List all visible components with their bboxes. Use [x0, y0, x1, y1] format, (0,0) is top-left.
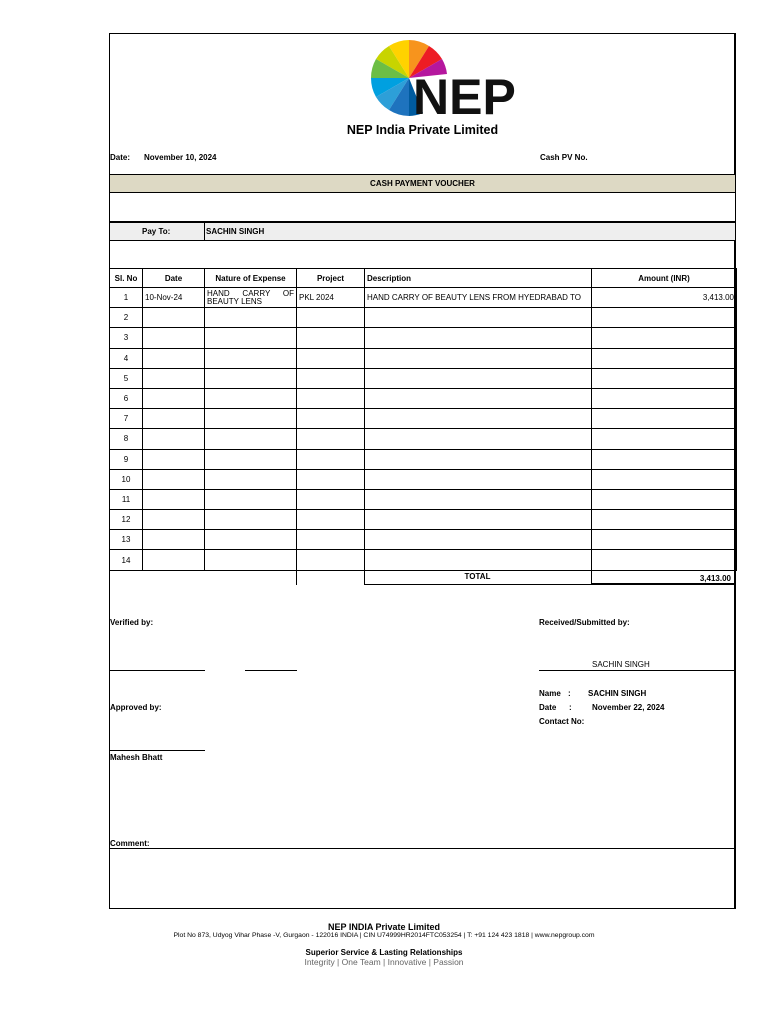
date-label-2: Date — [539, 703, 557, 712]
footer-address: Plot No 873, Udyog Vihar Phase -V, Gurgaon - 122016 INDIA | CIN U74999HR2014FTC053254 | T: +91 124 423 1818 | www.nepgroup.com — [173, 932, 595, 939]
cell-project — [297, 510, 365, 530]
table-row — [110, 510, 737, 530]
cell-amount — [592, 308, 737, 328]
table-row — [110, 308, 737, 328]
footer-tagline: Superior Service & Lasting Relationships — [305, 948, 463, 957]
cell-date — [143, 429, 205, 449]
cell-date — [143, 308, 205, 328]
cell-nature — [205, 429, 297, 449]
cell-description — [365, 469, 592, 489]
verified-signature-line-2 — [245, 670, 297, 671]
total-label: TOTAL — [464, 572, 491, 581]
total-amount-underline — [592, 583, 735, 585]
table-header-row — [110, 269, 737, 288]
cell-sl: 10 — [110, 469, 143, 489]
name-colon: : — [568, 689, 571, 698]
cell-nature — [205, 550, 297, 570]
cell-amount — [592, 469, 737, 489]
cell-sl: 9 — [110, 449, 143, 469]
cell-date — [143, 328, 205, 348]
cell-nature — [205, 368, 297, 388]
approver-signature-line — [110, 750, 205, 751]
cell-amount — [592, 510, 737, 530]
cell-amount — [592, 530, 737, 550]
total-divider-4 — [734, 569, 735, 585]
pay-to-row — [109, 222, 736, 241]
cell-nature — [205, 388, 297, 408]
cell-sl: 4 — [110, 348, 143, 368]
nep-logo — [369, 38, 521, 118]
cell-amount — [592, 368, 737, 388]
cell-sl: 14 — [110, 550, 143, 570]
cell-amount: 3,413.00 — [592, 288, 737, 308]
pay-to-divider — [204, 223, 205, 240]
cell-project — [297, 449, 365, 469]
cash-pv-label: Cash PV No. — [540, 153, 588, 162]
cell-date — [143, 368, 205, 388]
cell-description — [365, 388, 592, 408]
cell-project — [297, 368, 365, 388]
cell-amount — [592, 409, 737, 429]
cell-amount — [592, 388, 737, 408]
cell-description — [365, 328, 592, 348]
cell-date — [143, 550, 205, 570]
company-title: NEP India Private Limited — [346, 123, 499, 137]
table-row — [110, 530, 737, 550]
contact-label: Contact No: — [539, 717, 585, 726]
cell-description — [365, 449, 592, 469]
cell-sl: 5 — [110, 368, 143, 388]
cell-amount — [592, 550, 737, 570]
cell-description — [365, 368, 592, 388]
verified-by-label: Verified by: — [110, 618, 154, 627]
date-value: November 10, 2024 — [144, 153, 217, 162]
table-row — [110, 409, 737, 429]
cell-description: HAND CARRY OF BEAUTY LENS FROM HYEDRABAD TO — [365, 288, 592, 308]
cell-sl: 3 — [110, 328, 143, 348]
total-value: 3,413.00 — [699, 574, 731, 583]
pay-to-value: SACHIN SINGH — [206, 227, 265, 236]
footer-company: NEP INDIA Private Limited — [327, 922, 441, 932]
cell-date — [143, 388, 205, 408]
name-label: Name — [539, 689, 561, 698]
cell-nature: HAND CARRY OF BEAUTY LENS — [205, 288, 297, 308]
table-row — [110, 449, 737, 469]
cell-nature — [205, 469, 297, 489]
cell-amount — [592, 429, 737, 449]
cell-project — [297, 489, 365, 509]
expense-table — [109, 268, 737, 571]
date-label: Date: — [110, 153, 131, 162]
table-row — [110, 348, 737, 368]
col-header-date: Date — [143, 269, 205, 288]
cell-sl: 1 — [110, 288, 143, 308]
cell-description — [365, 429, 592, 449]
cell-sl: 8 — [110, 429, 143, 449]
comment-divider — [109, 848, 736, 849]
cell-nature — [205, 489, 297, 509]
logo-wordmark: NEP — [413, 69, 516, 118]
received-by-name: SACHIN SINGH — [592, 660, 650, 669]
cell-project — [297, 348, 365, 368]
received-by-label: Received/Submitted by: — [539, 618, 630, 627]
cell-project: PKL 2024 — [297, 288, 365, 308]
col-header-sl: Sl. No — [110, 269, 143, 288]
cell-description — [365, 409, 592, 429]
cell-nature — [205, 530, 297, 550]
table-row — [110, 429, 737, 449]
total-underline — [364, 584, 592, 585]
cell-description — [365, 550, 592, 570]
cell-project — [297, 409, 365, 429]
table-row — [110, 388, 737, 408]
cell-nature — [205, 328, 297, 348]
footer-values: Integrity | One Team | Innovative | Passion — [304, 957, 464, 967]
voucher-title: CASH PAYMENT VOUCHER — [109, 174, 736, 193]
cell-amount — [592, 328, 737, 348]
date-value-2: November 22, 2024 — [592, 703, 665, 712]
approved-by-label: Approved by: — [110, 703, 162, 712]
cell-nature — [205, 449, 297, 469]
cell-description — [365, 348, 592, 368]
cell-project — [297, 469, 365, 489]
cell-date — [143, 489, 205, 509]
spacer-row — [109, 193, 736, 222]
pay-to-label: Pay To: — [142, 227, 171, 236]
cell-date — [143, 449, 205, 469]
col-header-amount: Amount (INR) — [592, 269, 737, 288]
cell-amount — [592, 489, 737, 509]
table-row — [110, 469, 737, 489]
table-row — [110, 550, 737, 570]
cell-date — [143, 469, 205, 489]
cell-project — [297, 308, 365, 328]
received-signature-line — [539, 670, 735, 671]
table-row — [110, 489, 737, 509]
spacer-row-2 — [109, 241, 736, 269]
cell-date — [143, 348, 205, 368]
cell-sl: 12 — [110, 510, 143, 530]
col-header-project: Project — [297, 269, 365, 288]
cell-nature — [205, 308, 297, 328]
comment-label: Comment: — [110, 839, 150, 848]
cell-sl: 6 — [110, 388, 143, 408]
cell-nature — [205, 348, 297, 368]
table-row — [110, 288, 737, 308]
cell-sl: 7 — [110, 409, 143, 429]
cell-project — [297, 429, 365, 449]
col-header-description: Description — [365, 269, 592, 288]
cell-description — [365, 308, 592, 328]
cell-nature — [205, 510, 297, 530]
table-row — [110, 328, 737, 348]
col-header-nature: Nature of Expense — [205, 269, 297, 288]
cell-description — [365, 530, 592, 550]
verified-signature-line — [110, 670, 205, 671]
date-colon: : — [569, 703, 572, 712]
cell-sl: 11 — [110, 489, 143, 509]
cell-project — [297, 328, 365, 348]
name-value: SACHIN SINGH — [588, 689, 647, 698]
cell-amount — [592, 348, 737, 368]
cell-amount — [592, 449, 737, 469]
total-divider-1 — [296, 569, 297, 585]
approver-name: Mahesh Bhatt — [110, 753, 163, 762]
table-row — [110, 368, 737, 388]
cell-sl: 2 — [110, 308, 143, 328]
cell-description — [365, 510, 592, 530]
cell-project — [297, 550, 365, 570]
cell-date: 10-Nov-24 — [143, 288, 205, 308]
cell-nature — [205, 409, 297, 429]
cell-date — [143, 409, 205, 429]
cell-date — [143, 530, 205, 550]
cell-project — [297, 388, 365, 408]
cell-sl: 13 — [110, 530, 143, 550]
cell-date — [143, 510, 205, 530]
cell-project — [297, 530, 365, 550]
cell-description — [365, 489, 592, 509]
